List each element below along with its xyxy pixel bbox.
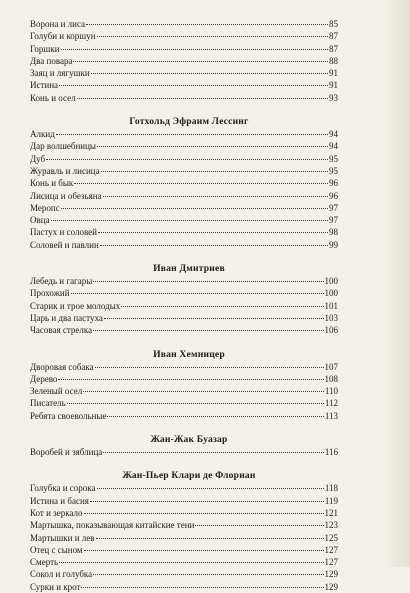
toc-entry[interactable] xyxy=(30,300,338,312)
toc-entry[interactable] xyxy=(30,239,338,251)
dot-leader xyxy=(84,550,324,551)
dot-leader xyxy=(59,85,328,86)
entry-page: 113 xyxy=(324,410,338,421)
entry-page: 119 xyxy=(324,495,338,506)
entry-title: Конь и бык xyxy=(30,178,74,189)
toc-entry[interactable] xyxy=(30,165,338,177)
dot-leader xyxy=(100,245,328,246)
entry-title: Часовая стрелка xyxy=(30,325,93,336)
entry-page: 91 xyxy=(329,80,338,91)
toc-entry[interactable] xyxy=(30,361,338,373)
dot-leader xyxy=(97,488,324,489)
author-heading: Жан-Пьер Клари де Флориан xyxy=(122,470,256,482)
toc-entry[interactable] xyxy=(30,18,338,30)
toc-entry[interactable] xyxy=(30,190,338,202)
dot-leader xyxy=(86,24,328,25)
entry-page: 85 xyxy=(329,19,338,29)
dot-leader xyxy=(101,171,328,172)
entry-page: 95 xyxy=(329,153,338,164)
entry-page: 99 xyxy=(329,239,338,250)
entry-page: 88 xyxy=(329,55,338,66)
entry-page: 87 xyxy=(329,43,338,54)
dot-leader xyxy=(97,146,328,147)
entry-page: 94 xyxy=(329,141,338,152)
entry-page: 101 xyxy=(324,300,338,311)
dot-leader xyxy=(84,513,324,514)
entry-title: Кот и зеркало xyxy=(30,507,83,518)
toc-entry[interactable] xyxy=(30,581,338,593)
entry-page: 100 xyxy=(324,288,338,299)
entry-title: Меропс xyxy=(30,202,60,213)
toc-entry[interactable] xyxy=(30,495,338,507)
entry-title: Дворовая собака xyxy=(30,361,94,372)
entry-page: 103 xyxy=(324,312,338,323)
entry-title: Отец с сыном xyxy=(30,544,83,555)
entry-page: 100 xyxy=(324,276,338,287)
dot-leader xyxy=(71,293,324,294)
entry-page: 108 xyxy=(324,373,338,384)
dot-leader xyxy=(59,562,323,563)
dot-leader xyxy=(104,318,324,319)
entry-title: Мартышка, показывающая китайские тени xyxy=(30,520,195,531)
author-heading: Жан-Жак Буазар xyxy=(150,434,228,446)
entry-title: Смерть xyxy=(30,557,59,568)
entry-page: 97 xyxy=(329,215,338,226)
entry-title: Истина xyxy=(30,80,59,91)
toc-entry[interactable] xyxy=(30,92,338,104)
toc-entry[interactable] xyxy=(30,519,338,531)
entry-title: Ребята своевольные xyxy=(30,410,107,421)
toc-entry[interactable] xyxy=(30,275,338,287)
toc-section xyxy=(30,349,338,422)
toc-entry[interactable] xyxy=(30,312,338,324)
toc-section xyxy=(30,470,338,593)
entry-title: Пастух и соловей xyxy=(30,227,97,238)
entry-title: Сурки и крот xyxy=(30,581,81,592)
dot-leader xyxy=(77,98,328,99)
toc-entry[interactable] xyxy=(30,202,338,214)
entry-page: 96 xyxy=(329,190,338,201)
toc-entry[interactable] xyxy=(30,373,338,385)
entry-title: Алкид xyxy=(30,129,55,140)
toc-entry[interactable] xyxy=(30,397,338,409)
toc-entry[interactable] xyxy=(30,79,338,91)
entry-title: Старик и трое молодых xyxy=(30,300,121,311)
entry-page: 96 xyxy=(329,178,338,189)
entry-page: 110 xyxy=(324,386,338,397)
toc-entry[interactable] xyxy=(30,177,338,189)
dot-leader xyxy=(67,403,324,404)
author-heading: Готхольд Эфраим Лессинг xyxy=(129,116,249,128)
dot-leader xyxy=(51,220,328,221)
toc-entry[interactable] xyxy=(30,482,338,494)
dot-leader xyxy=(83,391,324,392)
toc-entry[interactable] xyxy=(30,214,338,226)
toc-entry[interactable] xyxy=(30,385,338,397)
entry-title: Ворона и лиса xyxy=(30,19,86,29)
toc-section xyxy=(30,18,338,104)
author-heading: Иван Хемницер xyxy=(153,348,225,360)
entry-page: 95 xyxy=(329,165,338,176)
entry-title: Заяц и лягушки xyxy=(30,68,90,79)
entry-page: 91 xyxy=(329,68,338,79)
toc-entry[interactable] xyxy=(30,287,338,299)
entry-title: Лебедь и гагары xyxy=(30,276,93,287)
dot-leader xyxy=(93,574,323,575)
entry-title: Дар волшебницы xyxy=(30,141,96,152)
dot-leader xyxy=(195,525,323,526)
entry-title: Дуб xyxy=(30,153,46,164)
dot-leader xyxy=(103,452,324,453)
entry-page: 129 xyxy=(324,569,338,580)
dot-leader xyxy=(61,208,328,209)
entry-title: Овца xyxy=(30,215,50,226)
toc-section xyxy=(30,263,338,336)
entry-page: 121 xyxy=(324,507,338,518)
toc-entry[interactable] xyxy=(30,67,338,79)
dot-leader xyxy=(93,330,323,331)
toc-entry[interactable] xyxy=(30,30,338,42)
entry-title: Писатель xyxy=(30,398,66,409)
dot-leader xyxy=(46,159,328,160)
entry-title: Зеленый осел xyxy=(30,386,83,397)
author-heading: Иван Дмитриев xyxy=(153,263,225,275)
toc-entry[interactable] xyxy=(30,532,338,544)
entry-title: Соловей и павлин xyxy=(30,239,99,250)
dot-leader xyxy=(74,183,328,184)
toc-entry[interactable] xyxy=(30,55,338,67)
entry-title: Дерево xyxy=(30,373,58,384)
entry-title: Горшки xyxy=(30,43,60,54)
toc-entry[interactable] xyxy=(30,153,338,165)
entry-page: 127 xyxy=(324,557,338,568)
toc-entry[interactable] xyxy=(30,544,338,556)
dot-leader xyxy=(91,73,328,74)
entry-title: Журавль и лисица xyxy=(30,165,100,176)
toc-entry[interactable] xyxy=(30,324,338,336)
entry-page: 87 xyxy=(329,31,338,42)
dot-leader xyxy=(58,379,323,380)
dot-leader xyxy=(73,61,328,62)
entry-page: 129 xyxy=(324,581,338,592)
entry-title: Лисица и обезьяна xyxy=(30,190,102,201)
toc-entry[interactable] xyxy=(30,43,338,55)
entry-title: Воробей и зяблица xyxy=(30,447,103,458)
entry-title: Истина и басня xyxy=(30,495,89,506)
entry-page: 94 xyxy=(329,129,338,140)
dot-leader xyxy=(61,49,328,50)
entry-page: 116 xyxy=(324,447,338,458)
entry-page: 98 xyxy=(329,227,338,238)
toc-entry[interactable] xyxy=(30,410,338,422)
toc-entry[interactable] xyxy=(30,140,338,152)
toc-entry[interactable] xyxy=(30,568,338,580)
dot-leader xyxy=(103,196,328,197)
toc-section xyxy=(30,116,338,251)
entry-page: 125 xyxy=(324,532,338,543)
entry-title: Голубка и сорока xyxy=(30,483,96,494)
dot-leader xyxy=(90,501,324,502)
dot-leader xyxy=(93,281,323,282)
dot-leader xyxy=(96,538,324,539)
entry-page: 107 xyxy=(324,361,338,372)
dot-leader xyxy=(97,36,328,37)
entry-title: Мартышки и лев xyxy=(30,532,95,543)
toc-entry[interactable] xyxy=(30,446,338,458)
entry-page: 123 xyxy=(324,520,338,531)
dot-leader xyxy=(98,232,328,233)
dot-leader xyxy=(56,134,328,135)
dot-leader xyxy=(81,587,323,588)
entry-page: 106 xyxy=(324,325,338,336)
dot-leader xyxy=(95,367,324,368)
entry-title: Конь и осел xyxy=(30,92,76,103)
entry-title: Сокол и голубка xyxy=(30,569,93,580)
entry-page: 127 xyxy=(324,544,338,555)
entry-page: 97 xyxy=(329,202,338,213)
entry-title: Два повара xyxy=(30,55,73,66)
toc-entry[interactable] xyxy=(30,507,338,519)
dot-leader xyxy=(107,416,323,417)
toc-section xyxy=(30,434,338,458)
entry-page: 118 xyxy=(324,483,338,494)
dot-leader xyxy=(121,306,323,307)
entry-title: Голуби и коршун xyxy=(30,31,96,42)
entry-page: 112 xyxy=(324,398,338,409)
toc-entry[interactable] xyxy=(30,128,338,140)
entry-page: 93 xyxy=(329,92,338,103)
toc-entry[interactable] xyxy=(30,226,338,238)
entry-title: Царь и два пастуха xyxy=(30,312,103,323)
entry-title: Прохожий xyxy=(30,288,70,299)
